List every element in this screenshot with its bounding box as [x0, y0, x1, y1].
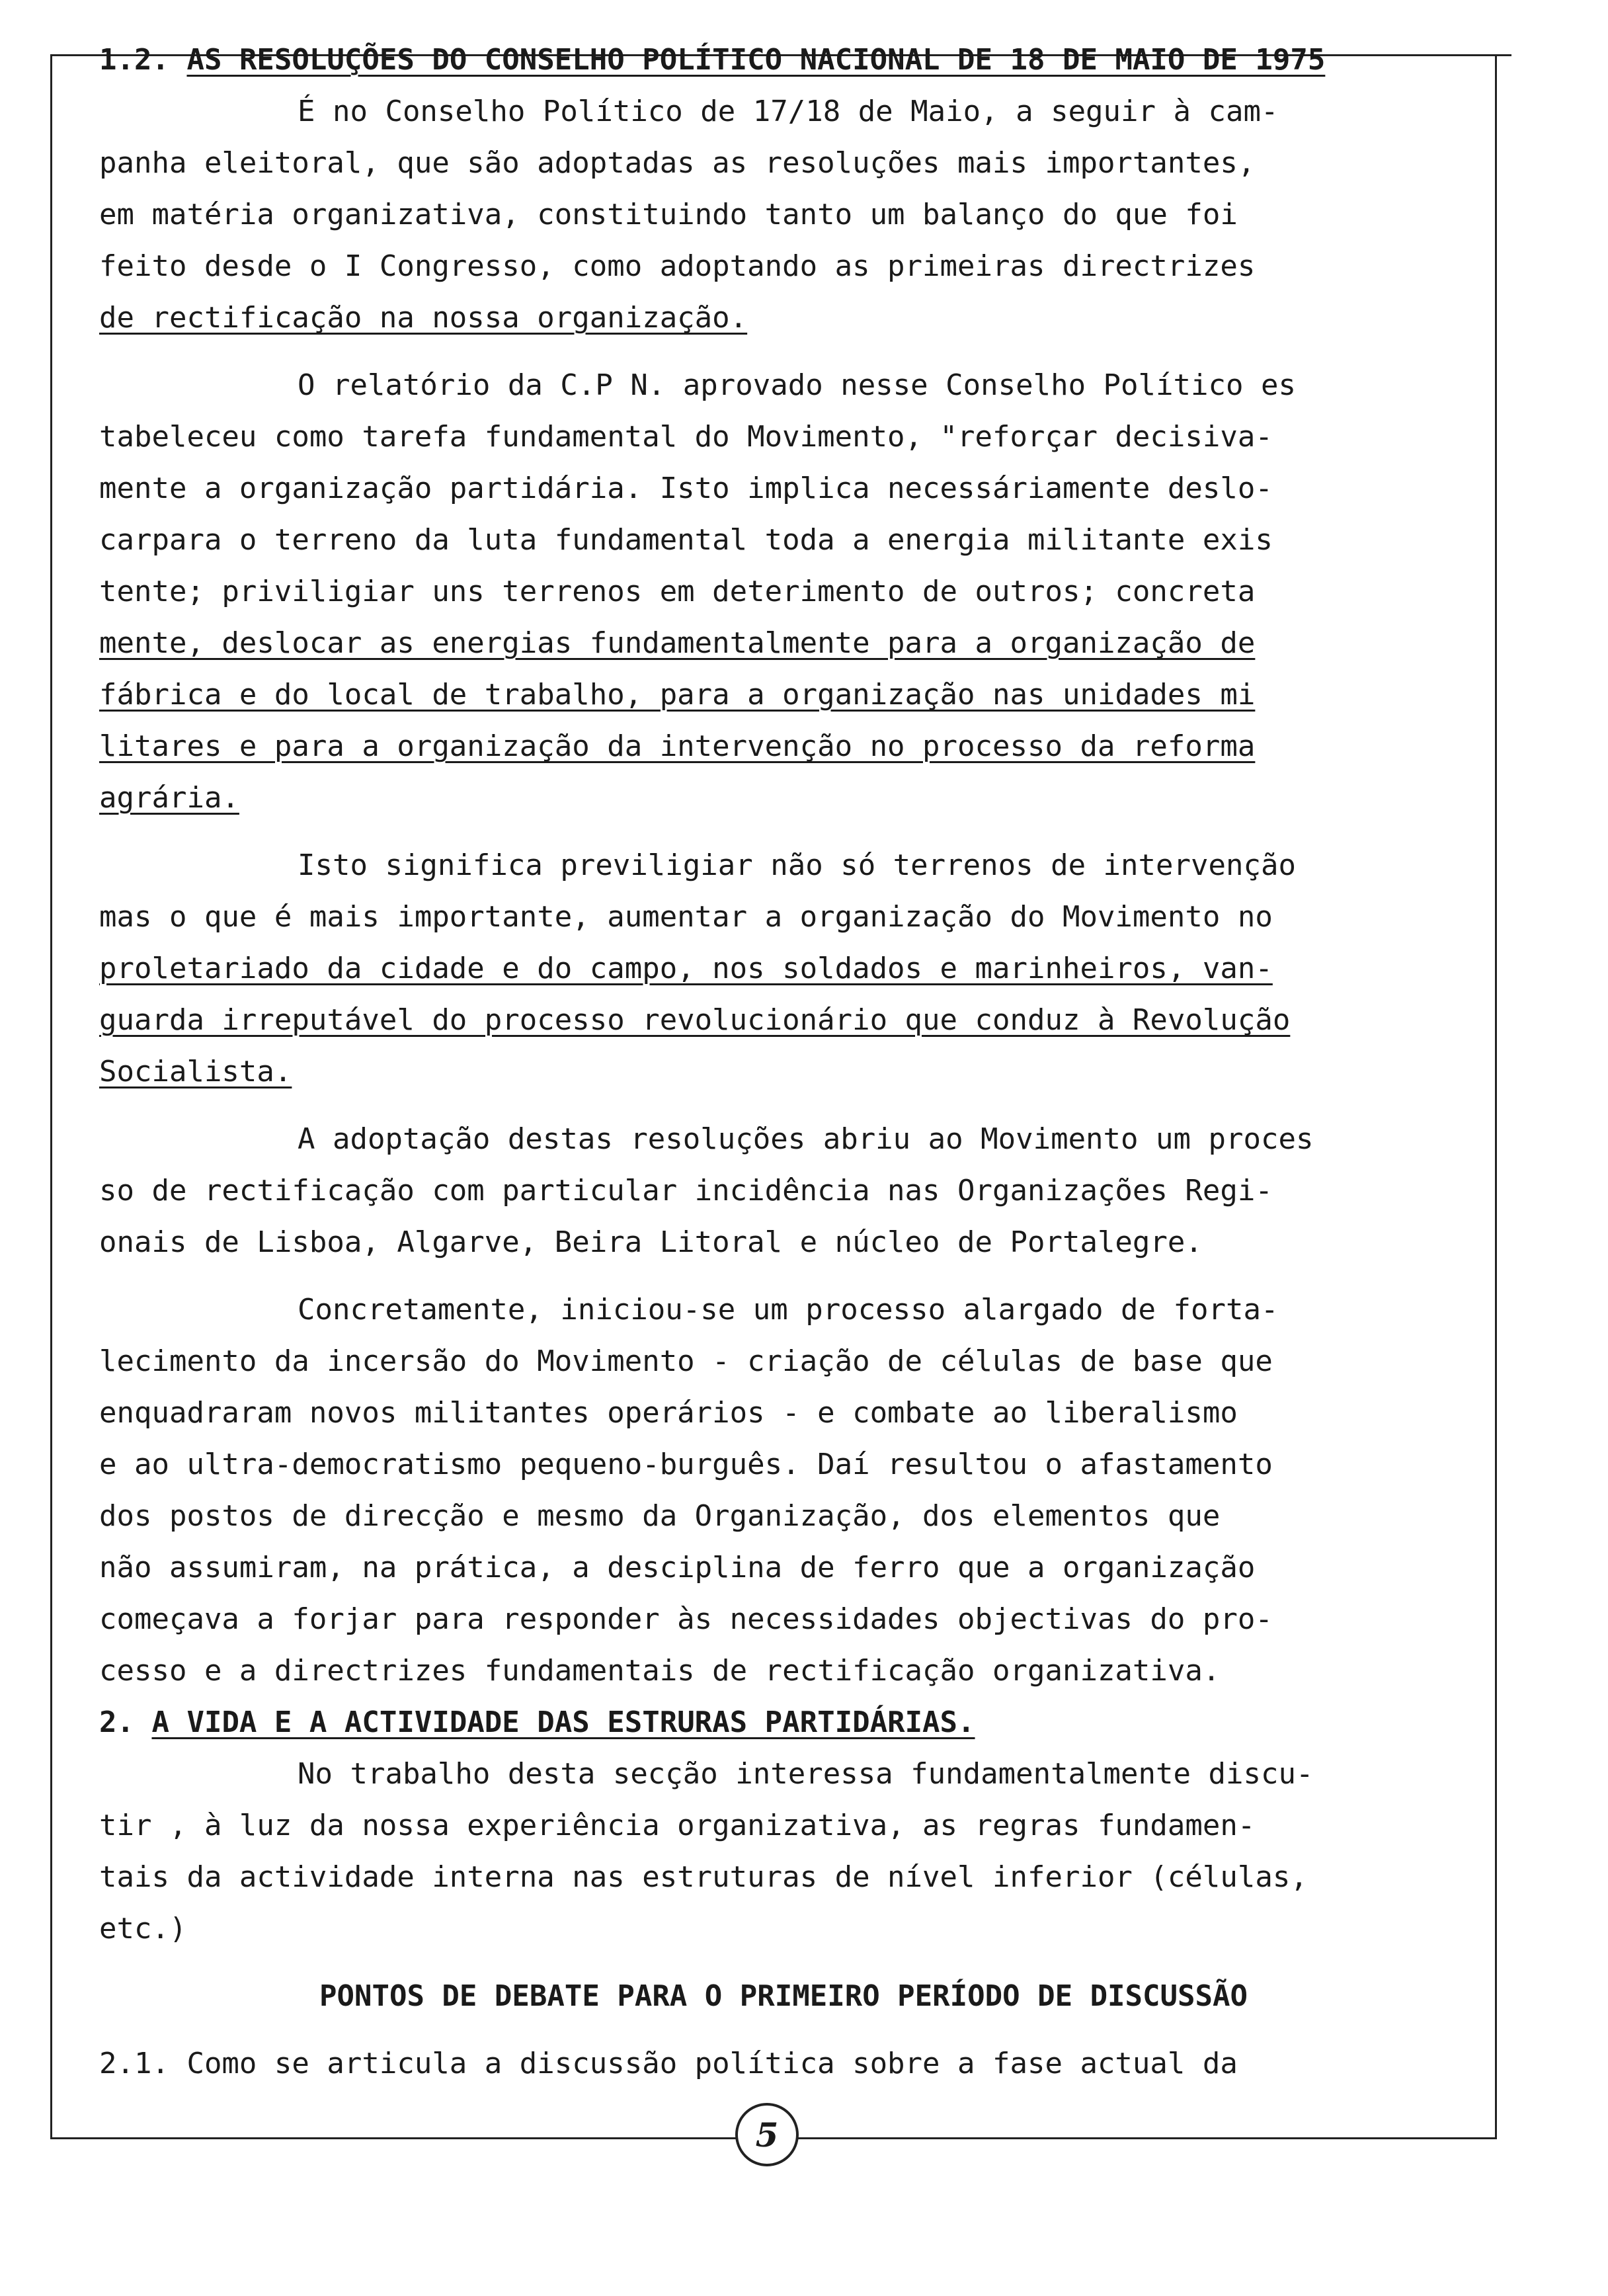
text-line: mente a organização partidária. Isto implica necessáriamente deslo- — [99, 472, 1273, 505]
paragraph-1 — [99, 86, 1468, 344]
text-line: tais da actividade interna nas estruturas de nível inferior (células, — [99, 1860, 1308, 1894]
text-line: mente, deslocar as energias fundamentalmente para a organização de — [99, 626, 1256, 660]
text-line: tir , à luz da nossa experiência organizativa, as regras fundamen- — [99, 1809, 1256, 1842]
debate-heading: PONTOS DE DEBATE PARA O PRIMEIRO PERÍODO DE DISCUSSÃO — [319, 1979, 1248, 2013]
document-body — [99, 34, 1468, 2090]
point-2-1: 2.1. Como se articula a discussão política sobre a fase actual da — [99, 2047, 1238, 2080]
text-line: carpara o terreno da luta fundamental toda a energia militante exis — [99, 523, 1273, 557]
text-line: Isto significa previligiar não só terrenos de intervenção — [298, 848, 1296, 882]
text-line: começava a forjar para responder às necessidades objectivas do pro- — [99, 1602, 1273, 1636]
text-line: No trabalho desta secção interessa fundamentalmente discu- — [298, 1757, 1314, 1791]
section-title: AS RESOLUÇÕES DO CONSELHO POLÍTICO NACIONAL DE 18 DE MAIO DE 1975 — [186, 43, 1326, 77]
paragraph-5 — [99, 1284, 1468, 1697]
text-line: litares e para a organização da intervenção no processo da reforma — [99, 729, 1256, 763]
text-line: mas o que é mais importante, aumentar a organização do Movimento no — [99, 900, 1273, 934]
text-line: tente; priviligiar uns terrenos em deterimento de outros; concreta — [99, 575, 1256, 608]
text-line: so de rectificação com particular incidência nas Organizações Regi- — [99, 1174, 1273, 1208]
text-line: dos postos de direcção e mesmo da Organização, dos elementos que — [99, 1499, 1221, 1533]
paragraph-2 — [99, 360, 1468, 824]
text-line: lecimento da incersão do Movimento - criação de células de base que — [99, 1344, 1273, 1378]
text-line: Concretamente, iniciou-se um processo alargado de forta- — [298, 1293, 1279, 1327]
text-line: não assumiram, na prática, a desciplina de ferro que a organização — [99, 1551, 1256, 1584]
text-line: feito desde o I Congresso, como adoptando as primeiras directrizes — [99, 249, 1256, 283]
paragraph-6 — [99, 1748, 1468, 1955]
text-line: Socialista. — [99, 1055, 292, 1088]
text-line: proletariado da cidade e do campo, nos soldados e marinheiros, van- — [99, 952, 1273, 985]
text-line: etc.) — [99, 1912, 187, 1946]
section-heading-1-2 — [99, 34, 1468, 86]
text-line: É no Conselho Político de 17/18 de Maio, a seguir à cam- — [298, 95, 1279, 128]
page-number: 5 — [755, 2115, 779, 2154]
text-line: O relatório da C.P N. aprovado nesse Conselho Político es — [298, 368, 1296, 402]
text-line: tabeleceu como tarefa fundamental do Movimento, "reforçar decisiva- — [99, 420, 1273, 454]
text-line: cesso e a directrizes fundamentais de rectificação organizativa. — [99, 1654, 1221, 1688]
text-line: agrária. — [99, 781, 239, 815]
section-title: A VIDA E A ACTIVIDADE DAS ESTRURAS PARTIDÁRIAS. — [151, 1705, 975, 1739]
paragraph-4 — [99, 1114, 1468, 1268]
page-number-badge — [735, 2103, 799, 2166]
section-number: 1.2. — [99, 43, 169, 77]
text-line: em matéria organizativa, constituindo tanto um balanço do que foi — [99, 198, 1238, 231]
paragraph-3 — [99, 840, 1468, 1098]
text-line: panha eleitoral, que são adoptadas as resoluções mais importantes, — [99, 146, 1256, 180]
text-line: A adoptação destas resoluções abriu ao Movimento um proces — [298, 1122, 1314, 1156]
text-line: e ao ultra-democratismo pequeno-burguês. Daí resultou o afastamento — [99, 1448, 1273, 1481]
text-line: guarda irreputável do processo revolucionário que conduz à Revolução — [99, 1003, 1291, 1037]
text-line: enquadraram novos militantes operários - e combate ao liberalismo — [99, 1396, 1238, 1430]
text-line: de rectificação na nossa organização. — [99, 301, 748, 335]
section-heading-2 — [99, 1697, 1468, 1748]
section-number: 2. — [99, 1705, 134, 1739]
text-line: onais de Lisboa, Algarve, Beira Litoral e núcleo de Portalegre. — [99, 1225, 1203, 1259]
text-line: fábrica e do local de trabalho, para a organização nas unidades mi — [99, 678, 1256, 712]
